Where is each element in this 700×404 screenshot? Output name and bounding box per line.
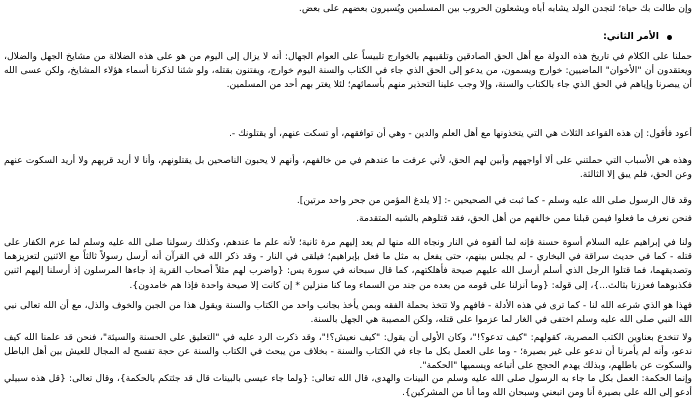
section-heading (603, 30, 672, 44)
bullet-icon (667, 35, 672, 40)
paragraph-9: وإنما الحكمة: العمل بكل ما جاء به الرسول صلى الله عليه وسلم من البينات والهدى، قال الله تعالى: {ولما جاء عيسى بالبينات قال قد جئتكم بالحكمة}، وقال تعالى: {قل هذه سبيلي أدعو إلى الله على بصيرة أنا ومن اتبعني وسبحان الله وما أنا من المشركين}. (4, 373, 692, 399)
paragraph-2: أعود فأقول: إن هذه القواعد الثلاث هي التي يتخذونها مع أهل العلم والدين - وهي أن توافقهم، أو تسكت عنهم، أو يقتلونك -. (229, 128, 692, 139)
paragraph-4: وقد قال الرسول صلى الله عليه وسلم - كما ثبت في الصحيحين -: [لا يلدغ المؤمن من جحر واحد مرتين]. (296, 195, 692, 206)
paragraph-8: ولا تنخدع بعناوين الكتب المصرية، كقولهم: "كيف تدعو؟!"، وكان الأولى أن يقول: "كيف نعيش؟!"، وقد ذكرت الرد عليه في "التعليق على الحسنة والسيئة"، فنحن قد علمنا الله كيف ندعو، وأنه لم يأمرنا أن ندعو على غير بصيرة؛ - وما على العمل بكل ما جاء في الكتاب والسنة - بخلاف من يبحث في الكتاب والسنة عن حجة تفسح له المجال للعيش بين أهل الباطل والسكوت عن باطلهم، وبذلك يهدم الحجج على أتباعه ويسميها "الحكمة". (4, 332, 692, 372)
paragraph-1: حملنا على الكلام في تاريخ هذه الدولة مع أهل الحق الصادقين وتلقيبهم بالخوارج تلبيساً على العوام الجهال: أنه لا يزال إلى اليوم من هو على هذه الضلالة من مشايخ الجهل والضلال، ويعتقدون أن "الأخوان" الماضيين: خوارج ويسمون، من يدعو إلى الحق الذي جاء في الكتاب والسنة اليوم خوارج، ويفتنون بقتله، ولو شئنا لذكرنا أسماء هؤلاء المشايخ، ولكن عسى الله أن يبصرنا وإياهم في الحق الذي جاء بالكتاب والسنة، وإلا وجب علينا التحذير منهم بأسمائهم؛ لئلا يغتر بهم أحد من المسلمين. (4, 51, 692, 91)
paragraph-6: ولنا في إبراهيم عليه السلام أسوة حسنة فإنه لما ألقوه في النار ونجاه الله منها لم يعد إليهم مرة ثانية؛ لأنه علم ما عندهم، وكذلك رسولنا صلى الله عليه وسلم لما عزم الكفار على قتله - كما في حديث سراقة في البخاري - لم يجلس بينهم، حتى يفعل به مثل ما فعل بإبراهيم؛ فيلقى في النار - وقد ذكر الله في القرآن أنه أرسل رسولاً ثالثاً مع الاثنين لتعزيزهما وتصديقهما، فما قتلوا الرجل الذي أسلم أرسل الله عليهم صيحة فأهلكتهم، كما قال سبحانه في سورة يس: {واضرب لهم مثلاً أصحاب القرية إذ جاءها المرسلون إذ أرسلنا إليهم اثنين فكذبوهما فعززنا بثالث...}، إلى قوله: {وما أنزلنا على قومه من بعده من جند من السماء وما كنا منزلين * إن كانت إلا صيحة واحدة فإذا هم خامدون}. (4, 237, 692, 291)
paragraph-3: وهذه هي الأسباب التي حملتني على ألا أواجههم وأبين لهم الحق، لأني عرفت ما عندهم في من خالفهم، وأنهم لا يحبون الناصحين بل يقتلونهم، وأنا لا أريد قربهم ولا أريد السكوت عنهم وعن الحق، فلم يبق إلا الثالثة. (4, 155, 692, 181)
paragraph-7: فهذا هو الذي شرعه الله لنا - كما ترى في هذه الأدلة - فافهم ولا تتخذ بحملة الفقه وبمن يأخذ بجانب واحد من الكتاب والسنة ويقول هذا من الجبن والخوف والذل، مع أن الله تعالى نبي الله النبي صلى الله عليه وسلم اختفى في الغار لما عزموا على قتله، ولكن المصيبة هي الجهل بالسنة. (4, 300, 692, 326)
paragraph-5: فنحن نعرف ما فعلوا فيمن قبلنا ممن خالفهم من أهل الحق، فقد قتلوهم بالشبه المتقدمة. (356, 213, 692, 224)
intro-paragraph: وإن طالت بك حياة؛ لتجدن الولد يشابه أباه ويشعلون الحروب بين المسلمين ويُسيرون بعضهم على بعض. (298, 3, 692, 14)
section-heading-text: الأمر الثاني: (603, 31, 659, 42)
